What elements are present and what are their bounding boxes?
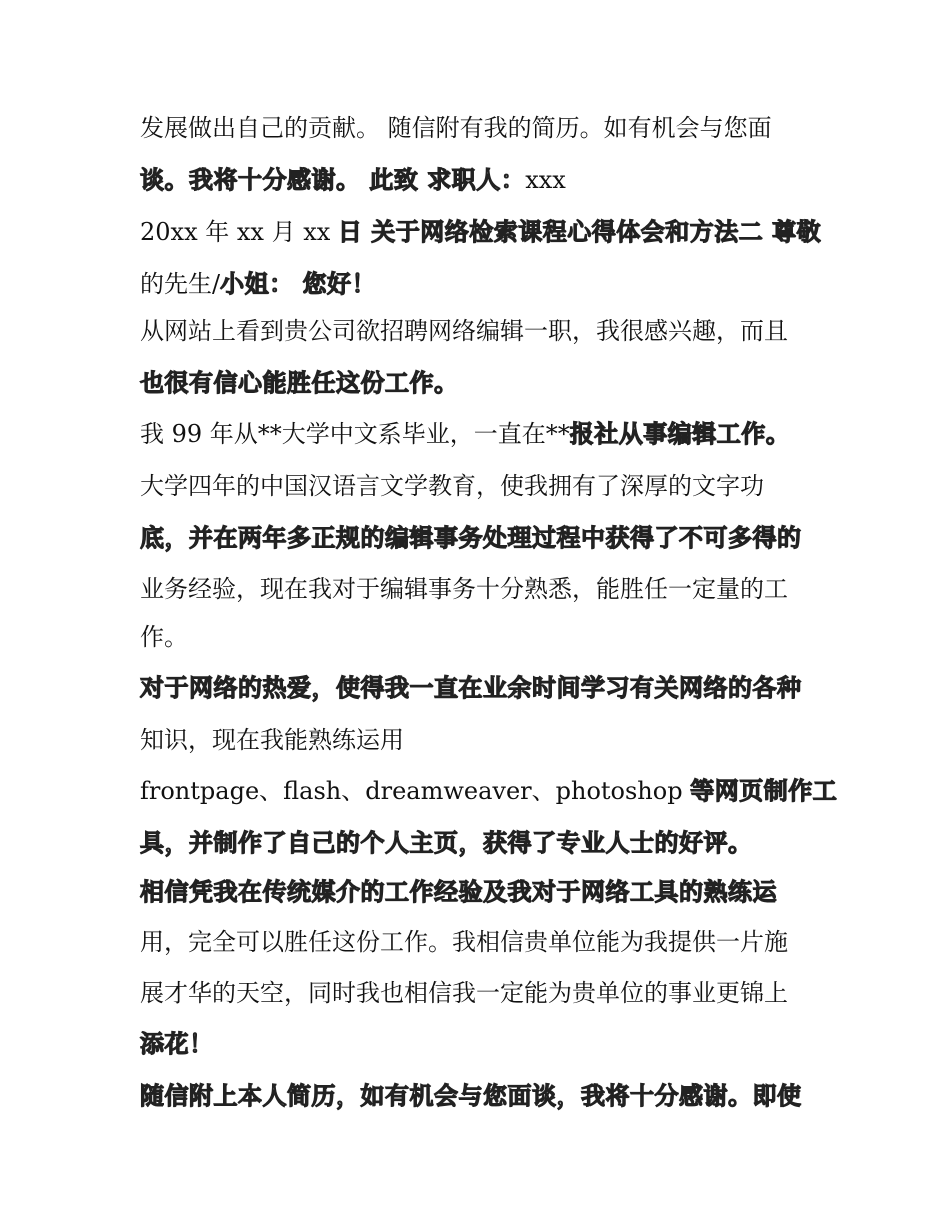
text-run: 从网站上看到贵公司欲招聘网络编辑一职，我很感兴趣，而且 (140, 317, 788, 345)
text-line (140, 311, 820, 351)
text-line (140, 823, 820, 863)
text-run: frontpage、flash、dreamweaver、photoshop (140, 777, 691, 805)
text-run: 添花！ (140, 1030, 214, 1058)
text-line (140, 872, 820, 912)
text-run: 业务经验，现在我对于编辑事务十分熟悉，能胜任一定量的工 (140, 575, 788, 603)
text-run: 底，并在两年多正规的编辑事务处理过程中获得了不可多得的 (140, 524, 802, 552)
text-run: 具，并制作了自己的个人主页，获得了专业人士的好评。 (140, 829, 753, 857)
text-line (140, 466, 820, 506)
text-run: xxx (525, 166, 566, 194)
text-run: 日 关于网络检索课程心得体会和方法二 尊敬 (337, 218, 822, 246)
text-line (140, 264, 820, 304)
text-run: 展才华的天空，同时我也相信我一定能为贵单位的事业更锦上 (140, 979, 788, 1007)
text-run: 用，完全可以胜任这份工作。我相信贵单位能为我提供一片施 (140, 928, 788, 956)
text-run: 谈。我将十分感谢。 此致 求职人： (140, 166, 526, 194)
text-line (140, 363, 820, 403)
text-line (140, 1076, 820, 1116)
text-line (140, 108, 820, 148)
text-run: 20xx 年 xx 月 xx (140, 218, 338, 246)
text-line (140, 212, 820, 252)
text-line (140, 922, 820, 962)
text-run: 也很有信心能胜任这份工作。 (140, 369, 459, 397)
text-run: 小姐： 您好！ (220, 270, 376, 298)
text-run: 等网页制作工 (690, 777, 838, 805)
text-run: 随信附上本人简历，如有机会与您面谈，我将十分感谢。即使 (140, 1082, 802, 1110)
text-line (140, 668, 820, 708)
text-line (140, 569, 820, 609)
text-line (140, 518, 820, 558)
text-run: 相信凭我在传统媒介的工作经验及我对于网络工具的熟练运 (140, 878, 777, 906)
text-run: 发展做出自己的贡献。 随信附有我的简历。如有机会与您面 (140, 114, 772, 142)
text-line (140, 160, 820, 200)
text-run: 大学四年的中国汉语言文学教育，使我拥有了深厚的文字功 (140, 472, 764, 500)
text-line (140, 973, 820, 1013)
text-line (140, 1024, 820, 1064)
text-run: 报社从事编辑工作。 (569, 420, 791, 448)
text-line (140, 414, 820, 454)
text-run: 的先生/ (140, 270, 221, 298)
text-run: 我 99 年从**大学中文系毕业，一直在** (140, 420, 570, 448)
text-line (140, 720, 820, 760)
text-line (140, 771, 838, 811)
text-line (140, 617, 820, 657)
text-run: 对于网络的热爱，使得我一直在业余时间学习有关网络的各种 (140, 674, 802, 702)
text-run: 知识，现在我能熟练运用 (140, 726, 404, 754)
text-run: 作。 (140, 623, 188, 651)
